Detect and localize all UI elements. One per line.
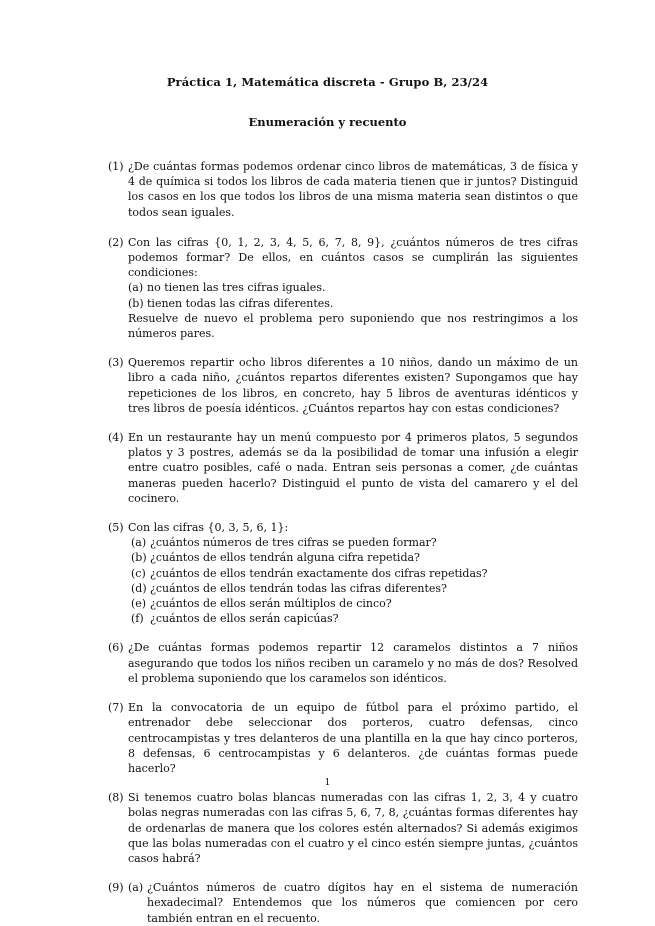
problem-number: (5) — [108, 521, 124, 535]
problem-text: ¿De cuántas formas podemos repartir 12 caramelos distintos a 7 niños asegurando que todos los niños reciben un caramelo y no más de dos? Resolved el problema suponiendo que los caramelos son idénticos. — [128, 641, 578, 685]
subitem — [128, 880, 578, 926]
problem-number: (1) — [108, 160, 124, 173]
problem-8 — [108, 790, 578, 866]
subitem — [131, 566, 578, 581]
problem-number: (7) — [108, 701, 124, 715]
subitem-label: (a) — [128, 881, 144, 895]
problem-3 — [108, 355, 578, 416]
subitem-text: ¿cuántos de ellos serán múltiplos de cinco? — [150, 597, 392, 611]
problem-number: (4) — [108, 431, 124, 445]
problem-6 — [108, 640, 578, 686]
problem-intro: Con las cifras {0, 1, 2, 3, 4, 5, 6, 7, 8, 9}, ¿cuántos números de tres cifras podemos formar? De ellos, en cuántos casos se cumplirán las siguientes condiciones: — [128, 235, 578, 280]
problem-text: Queremos repartir ocho libros diferentes a 10 niños, dando un máximo de un libro a cada niño, ¿cuántos repartos diferentes existen? Supongamos que hay repeticiones de los libros, en concreto, hay 5 libros de aventuras idénticos y tres libros de poesía idénticos. ¿Cuántos repartos hay con estas condiciones? — [128, 356, 578, 415]
subitem-text: tienen todas las cifras diferentes. — [147, 296, 334, 310]
page-title: Práctica 1, Matemática discreta - Grupo B, 23/24 — [166, 75, 489, 89]
subitem-label: (a) — [131, 536, 147, 550]
subitem — [131, 611, 578, 626]
subitem-label: (a) — [128, 281, 144, 295]
subitem-label: (b) — [128, 296, 144, 310]
problem-number: (8) — [108, 791, 124, 805]
subitem-text: ¿cuántos de ellos serán capicúas? — [150, 612, 339, 626]
subitem-text: ¿cuántos de ellos tendrán exactamente dos cifras repetidas? — [150, 566, 488, 580]
problem-5 — [108, 520, 578, 626]
problem-text: En la convocatoria de un equipo de fútbol para el próximo partido, el entrenador debe seleccionar dos porteros, cuatro defensas, cinco centrocampistas y tres delanteros de una plantilla en la que hay cinco porteros, 8 defensas, 6 centrocampistas y 6 delanteros. ¿de cuántas formas puede hacerlo? — [128, 701, 578, 775]
problem-4 — [108, 430, 578, 506]
problem-number: (3) — [108, 356, 124, 370]
subitem — [128, 296, 578, 311]
subitem-text: no tienen las tres cifras iguales. — [147, 281, 326, 295]
problem-list — [108, 159, 578, 926]
problem-1 — [108, 159, 578, 220]
problem-number: (6) — [108, 641, 124, 655]
subitem-text: ¿cuántos de ellos tendrán alguna cifra repetida? — [150, 551, 420, 565]
subitem — [131, 581, 578, 596]
problem-text: En un restaurante hay un menú compuesto por 4 primeros platos, 5 segundos platos y 3 postres, además se da la posibilidad de tomar una infusión a elegir entre cuatro posibles, café o nada. Entran seis personas a comer, ¿de cuántas maneras pueden hacerlo? Distinguid el punto de vista del camarero y el del cocinero. — [128, 431, 578, 505]
subitem — [131, 550, 578, 565]
subitem-label: (f) — [131, 612, 144, 626]
problem-outro: Resuelve de nuevo el problema pero suponiendo que nos restringimos a los números pares. — [128, 311, 578, 341]
problem-intro: Con las cifras {0, 3, 5, 6, 1}: — [128, 521, 289, 535]
problem-number: (9) — [108, 881, 124, 895]
subitem — [131, 535, 578, 550]
subitem-text: ¿cuántos números de tres cifras se pueden formar? — [150, 536, 437, 550]
subitem — [128, 280, 578, 295]
subitem-label: (d) — [131, 581, 147, 595]
subitem-text: ¿Cuántos números de cuatro dígitos hay en el sistema de numeración hexadecimal? Entendemos que los números que comiencen por cero también entran en el recuento. — [147, 881, 578, 925]
subitem-label: (c) — [131, 566, 146, 580]
subitem — [131, 596, 578, 611]
problem-7 — [108, 700, 578, 776]
problem-9 — [108, 880, 578, 926]
subitem-label: (e) — [131, 597, 147, 611]
problem-text: ¿De cuántas formas podemos ordenar cinco libros de matemáticas, 3 de física y 4 de química si todos los libros de cada materia tienen que ir juntos? Distinguid los casos en los que todos los libros de una misma materia sean distintos o que todos sean iguales. — [128, 160, 578, 219]
subitem-text: ¿cuántos de ellos tendrán todas las cifras diferentes? — [150, 581, 447, 595]
problem-number: (2) — [108, 235, 124, 249]
problem-2 — [108, 235, 578, 341]
page-number: 1 — [324, 778, 331, 788]
subitem-label: (b) — [131, 551, 147, 565]
section-title: Enumeración y recuento — [248, 115, 407, 129]
problem-text: Si tenemos cuatro bolas blancas numeradas con las cifras 1, 2, 3, 4 y cuatro bolas negras numeradas con las cifras 5, 6, 7, 8, ¿cuántas formas diferentes hay de ordenarlas de manera que los colores estén alternados? Si además exigimos que las bolas numeradas con el cuatro y el cinco estén siempre juntas, ¿cuántos casos habrá? — [128, 791, 578, 865]
